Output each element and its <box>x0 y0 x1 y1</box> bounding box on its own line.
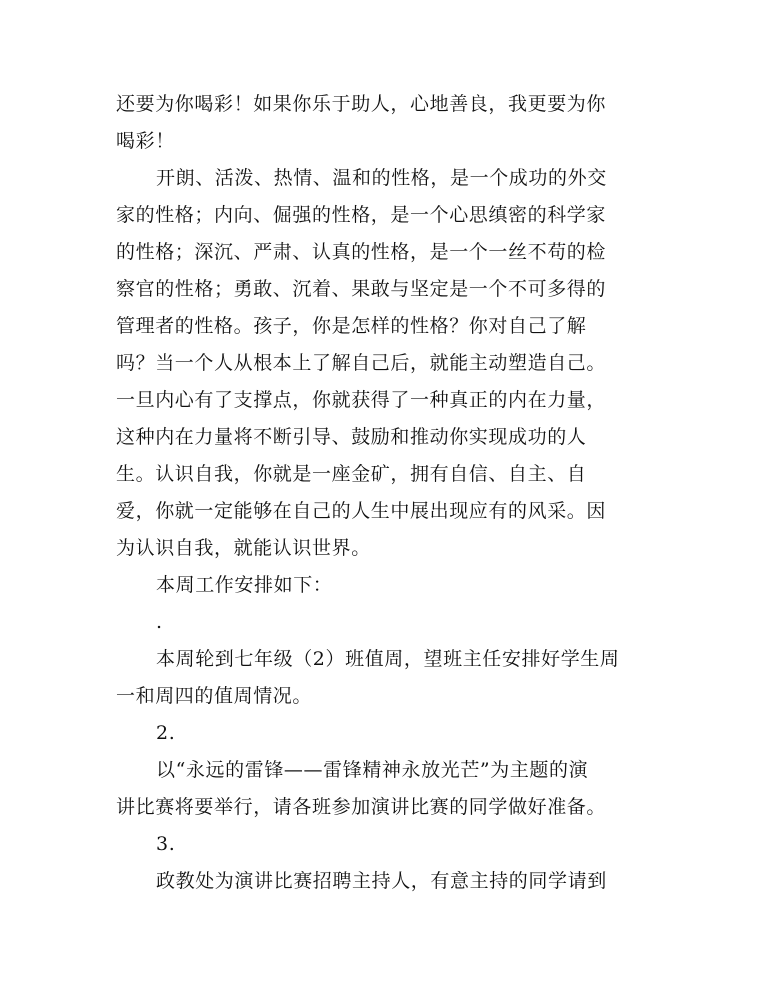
text-line: 这种内在力量将不断引导、鼓励和推动你实现成功的人 <box>116 426 587 448</box>
text-line: 的性格；深沉、严肃、认真的性格，是一个一丝不苟的检 <box>116 241 607 263</box>
document-body <box>116 86 646 900</box>
text-line: 察官的性格；勇敢、沉着、果敢与坚定是一个不可多得的 <box>116 278 607 300</box>
list-number: 2. <box>156 722 176 744</box>
text-line: 一旦内心有了支撑点，你就获得了一种真正的内在力量， <box>116 389 607 411</box>
section-heading: 本周工作安排如下： <box>156 574 333 596</box>
text-line: 爱，你就一定能够在自己的人生中展出现应有的风采。因 <box>116 500 607 522</box>
text-line: 讲比赛将要举行，请各班参加演讲比赛的同学做好准备。 <box>116 796 607 818</box>
text-line: 生。认识自我，你就是一座金矿，拥有自信、自主、自 <box>116 463 587 485</box>
text-line: 喝彩！ <box>116 130 175 152</box>
paragraph-start-line: 开朗、活泼、热情、温和的性格，是一个成功的外交 <box>156 167 607 189</box>
text-line: 管理者的性格。孩子，你是怎样的性格？你对自己了解 <box>116 315 587 337</box>
paragraph-start-line: 政教处为演讲比赛招聘主持人，有意主持的同学请到 <box>156 870 607 892</box>
text-line: 为认识自我，就能认识世界。 <box>116 537 371 559</box>
text-line: 家的性格；内向、倔强的性格，是一个心思缜密的科学家 <box>116 204 607 226</box>
text-line: 还要为你喝彩！如果你乐于助人，心地善良，我更要为你 <box>116 93 607 115</box>
text-line: 吗？当一个人从根本上了解自己后，就能主动塑造自己。 <box>116 352 607 374</box>
paragraph-start-line: 以“永远的雷锋——雷锋精神永放光芒”为主题的演 <box>156 759 589 781</box>
paragraph-start-line: 本周轮到七年级（2）班值周，望班主任安排好学生周 <box>156 648 620 670</box>
text-line: 一和周四的值周情况。 <box>116 685 313 707</box>
list-number: . <box>156 611 163 633</box>
list-number: 3. <box>156 833 176 855</box>
